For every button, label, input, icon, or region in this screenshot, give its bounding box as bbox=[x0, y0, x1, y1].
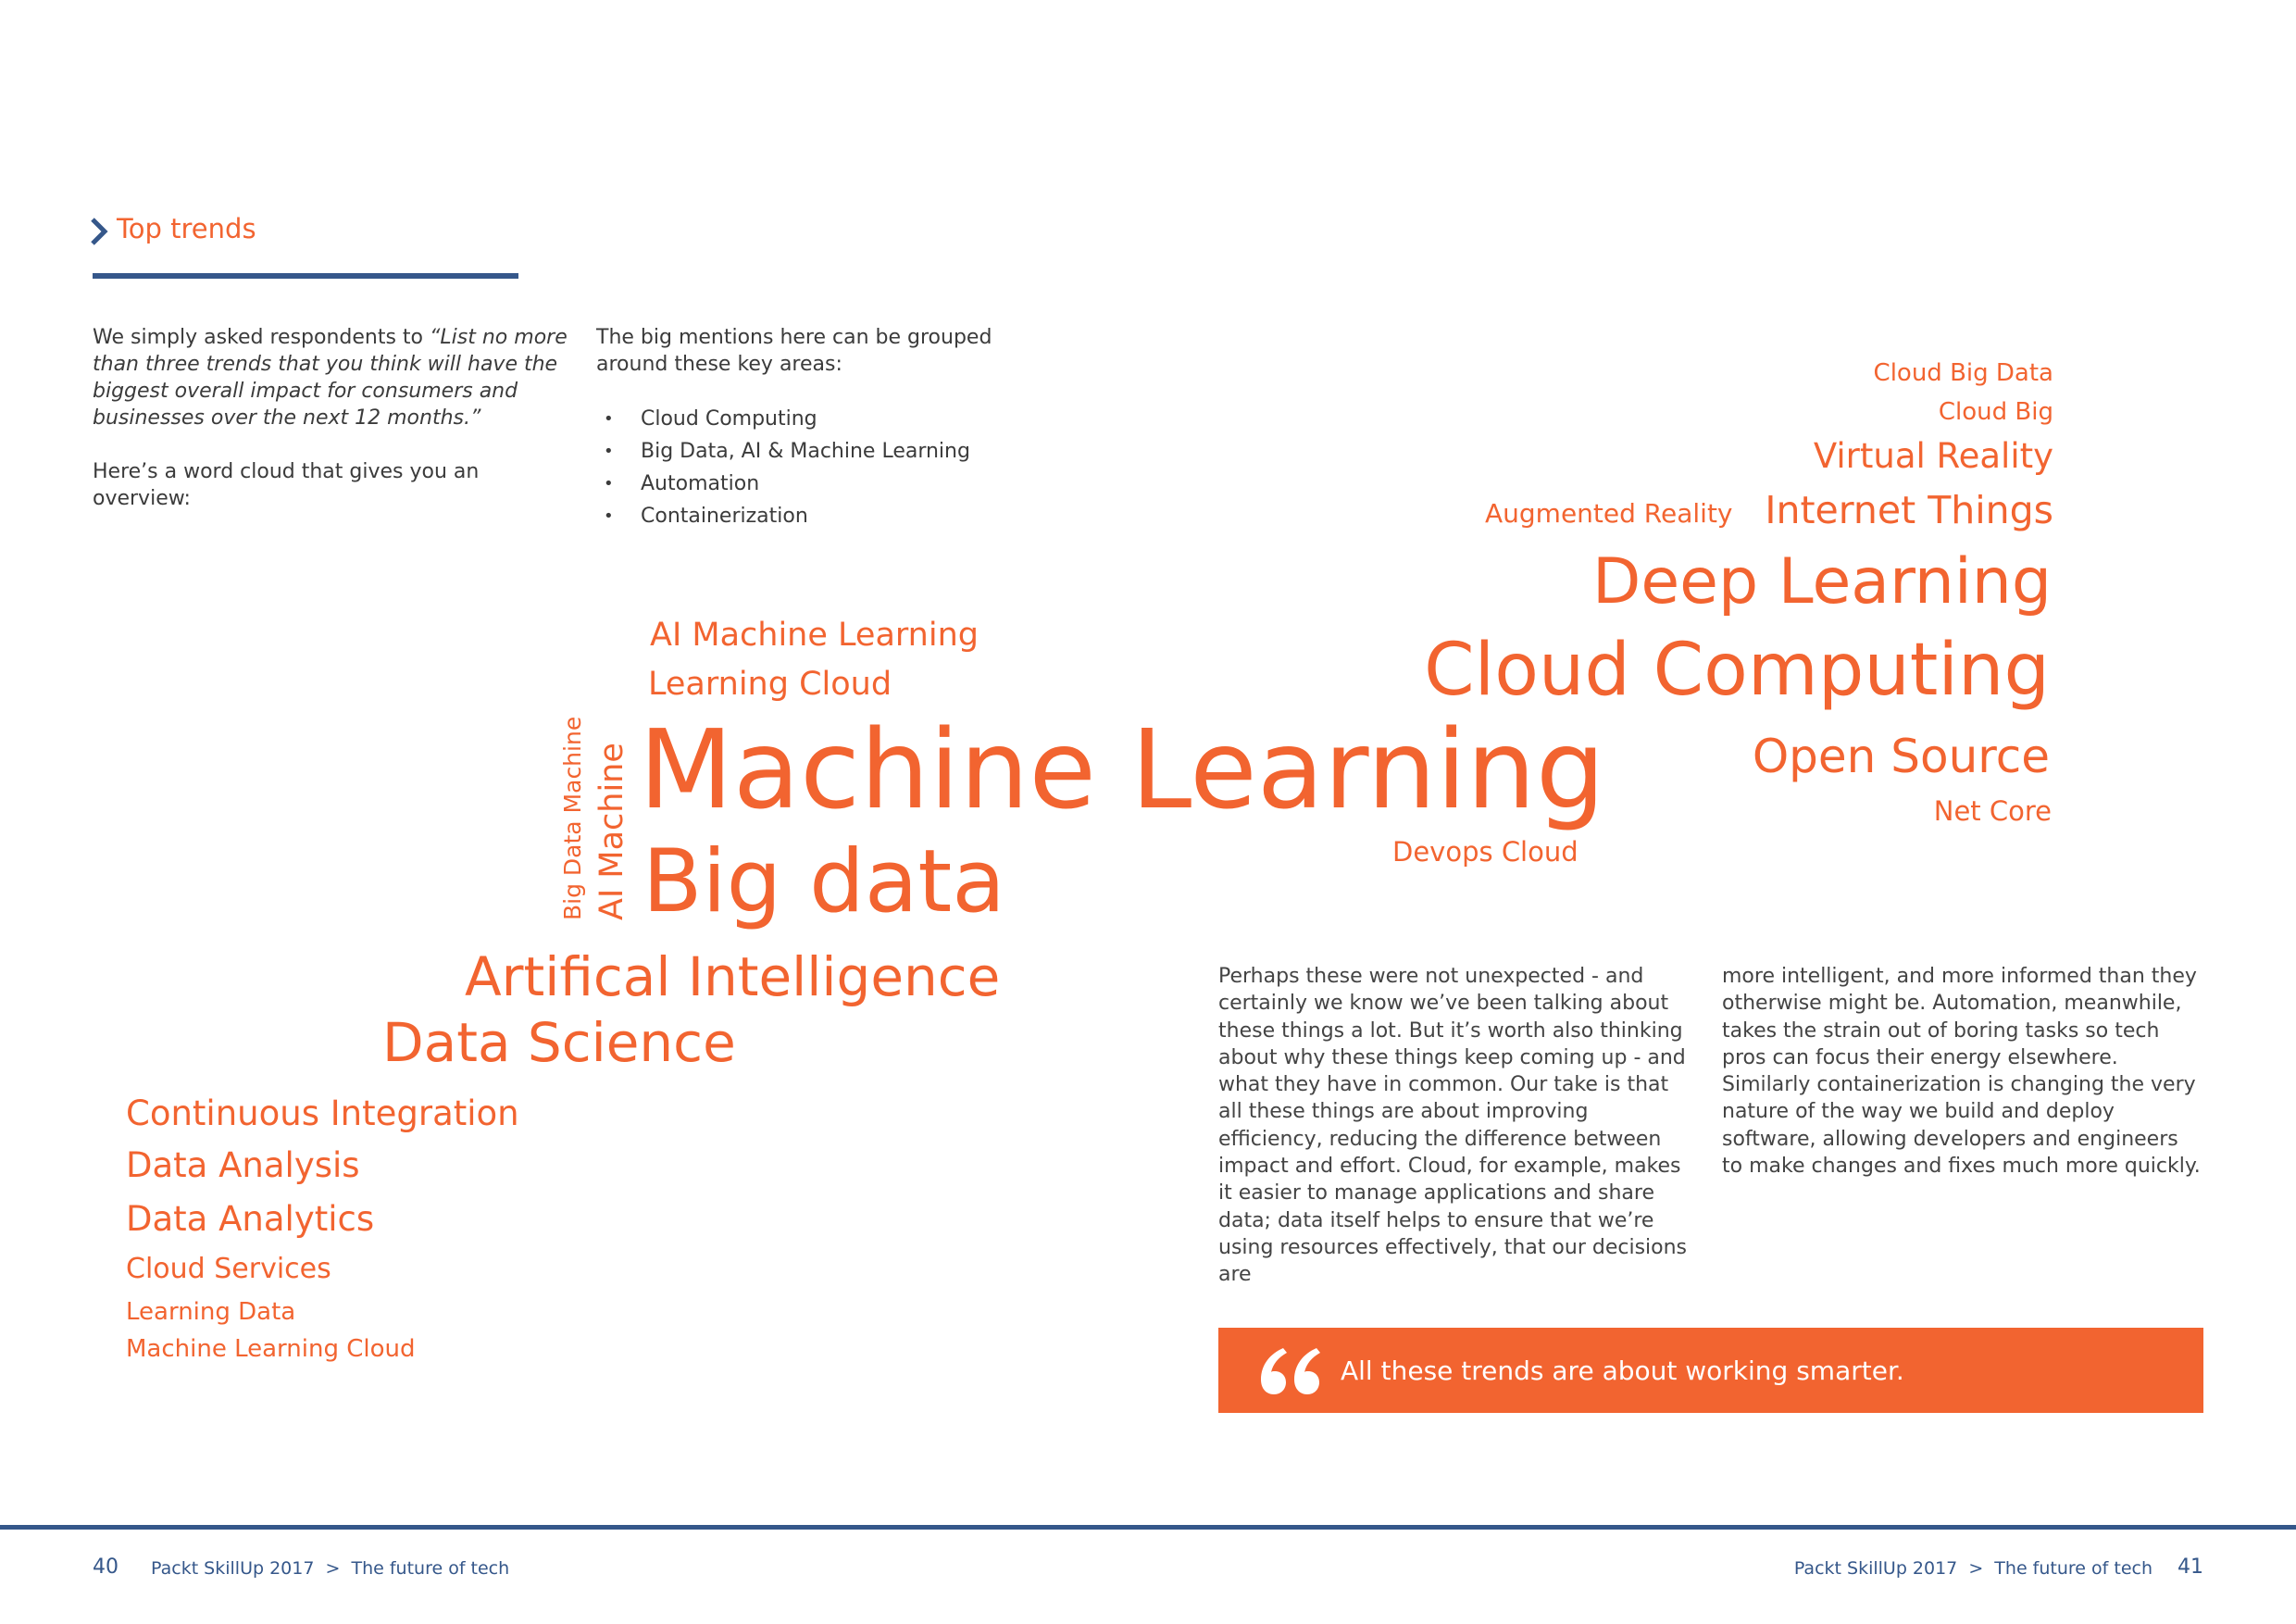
list-item bbox=[604, 435, 970, 468]
breadcrumb-separator: > bbox=[325, 1558, 341, 1579]
word-cloud-term: Learning Cloud bbox=[648, 666, 892, 703]
callout-text: All these trends are about working smarter. bbox=[1341, 1355, 1904, 1386]
footer-section: The future of tech bbox=[1994, 1558, 2152, 1579]
intro-text bbox=[93, 324, 574, 539]
word-cloud-term: Deep Learning bbox=[1591, 545, 2052, 618]
list-item bbox=[604, 500, 970, 532]
footer-breadcrumb-right bbox=[1794, 1558, 2152, 1579]
footer-section: The future of tech bbox=[351, 1558, 510, 1579]
chevron-right-icon bbox=[89, 216, 109, 247]
footer-publication: Packt SkillUp 2017 bbox=[1793, 1558, 1958, 1579]
word-cloud-term: Machine Learning Cloud bbox=[126, 1335, 416, 1363]
intro-lead: We simply asked respondents to bbox=[93, 326, 430, 349]
word-cloud-term: Open Source bbox=[1752, 730, 2050, 783]
callout-box bbox=[1218, 1328, 2203, 1413]
bullet-icon: • bbox=[604, 474, 614, 493]
section-divider bbox=[93, 273, 518, 279]
word-cloud-term: Continuous Integration bbox=[126, 1093, 519, 1133]
word-cloud-term: Artifical Intelligence bbox=[465, 945, 1001, 1008]
breadcrumb-separator: > bbox=[1968, 1558, 1984, 1579]
list-item-label: Automation bbox=[641, 472, 760, 495]
list-item-label: Cloud Computing bbox=[641, 407, 817, 431]
intro-paragraph bbox=[93, 324, 574, 431]
footer-breadcrumb-left bbox=[151, 1558, 509, 1579]
word-cloud-term: Data Analytics bbox=[126, 1199, 375, 1239]
page-number-right: 41 bbox=[2177, 1555, 2203, 1579]
word-cloud-term: Big data bbox=[643, 831, 1005, 932]
word-cloud-term: Cloud Services bbox=[126, 1253, 331, 1285]
list-item bbox=[604, 403, 970, 435]
page-number-left: 40 bbox=[93, 1555, 119, 1579]
word-cloud-term: Devops Cloud bbox=[1392, 836, 1578, 868]
word-cloud-term-vertical: AI Machine bbox=[593, 743, 630, 920]
grouped-intro bbox=[596, 324, 1004, 378]
quote-mark-icon bbox=[1255, 1344, 1322, 1398]
list-item-label: Containerization bbox=[641, 505, 808, 528]
word-cloud-term: AI Machine Learning bbox=[650, 617, 979, 654]
word-cloud-term-vertical: Big Data Machine bbox=[559, 716, 586, 920]
word-cloud-term: Learning Data bbox=[126, 1298, 296, 1326]
overview-text: Here’s a word cloud that gives you an overview: bbox=[93, 460, 480, 510]
grouped-intro-text: The big mentions here can be grouped around these key areas: bbox=[596, 326, 992, 376]
word-cloud-term: Augmented Reality bbox=[1485, 498, 1733, 529]
word-cloud-term: Cloud Big bbox=[1938, 398, 2053, 426]
section-title: Top trends bbox=[117, 213, 256, 244]
word-cloud-term: Internet Things bbox=[1765, 488, 2053, 532]
word-cloud-term: Net Core bbox=[1933, 795, 2052, 827]
word-cloud-term: Cloud Computing bbox=[1424, 629, 2050, 712]
word-cloud-term: Data Analysis bbox=[126, 1145, 360, 1185]
word-cloud-term: Virtual Reality bbox=[1813, 436, 2053, 476]
body-column-right: more intelligent, and more informed than they otherwise might be. Automation, meanwhile, takes the strain out of boring tasks so tech pros can focus their energy elsewhere. Similarly containerization is changing the very nature of the way we build and deploy software, allowing developers and engineers to make changes and fixes much more quickly. bbox=[1722, 965, 2201, 1179]
word-cloud-term: Cloud Big Data bbox=[1873, 359, 2053, 387]
word-cloud-term: Machine Learning bbox=[639, 706, 1605, 833]
body-column-left: Perhaps these were not unexpected - and certainly we know we’ve been talking about these things a lot. But it’s worth also thinking about why these things keep coming up - and what they have in common. Our take is that all these things are about improving efficiency, reducing the difference between impact and effort. Cloud, for example, makes it easier to manage applications and share data; data itself helps to ensure that we’re using resources effectively, that our decisions are bbox=[1218, 965, 1688, 1287]
bullet-icon: • bbox=[604, 442, 614, 461]
list-item bbox=[604, 468, 970, 500]
list-item-label: Big Data, AI & Machine Learning bbox=[641, 440, 970, 463]
key-areas-list bbox=[604, 403, 970, 532]
bullet-icon: • bbox=[604, 506, 614, 526]
word-cloud-term: Data Science bbox=[382, 1011, 736, 1074]
survey-question-quote: “List no more than three trends that you think will have the biggest overall impact for consumers and businesses over the next 12 months.” bbox=[93, 326, 568, 430]
bullet-icon: • bbox=[604, 409, 614, 429]
footer-divider bbox=[0, 1525, 2296, 1530]
footer-publication: Packt SkillUp 2017 bbox=[151, 1558, 315, 1579]
